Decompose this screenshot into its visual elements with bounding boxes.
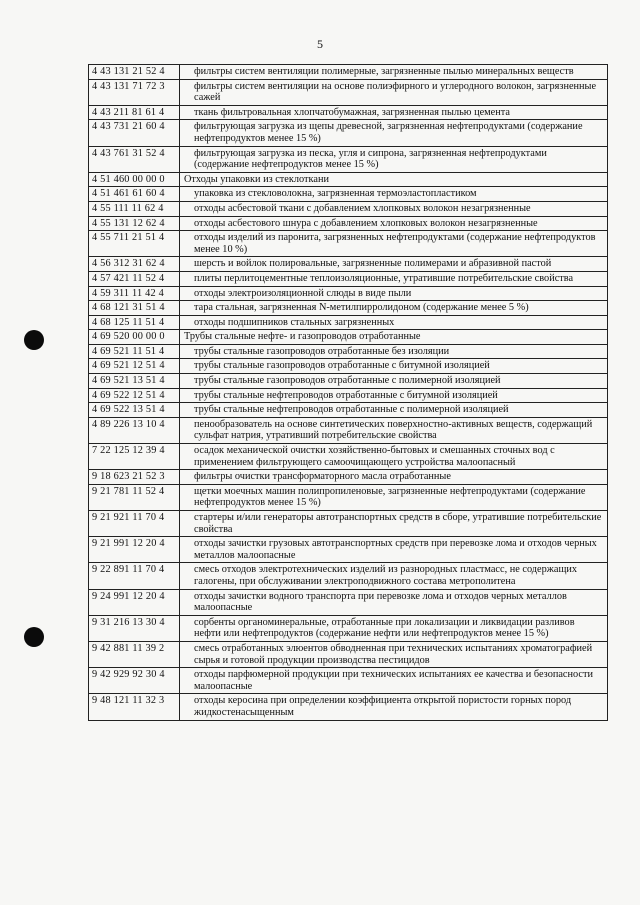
table-row [89,668,608,694]
waste-code-cell: 4 69 521 12 51 4 [89,359,180,374]
binder-hole [24,330,44,350]
waste-name-cell: отходы асбестового шнура с добавлением хлопковых волокон незагрязненные [180,216,608,231]
waste-name-cell: отходы парфюмерной продукции при технических испытаниях ее качества и безопасности малоопасные [180,668,608,694]
table-row [89,120,608,146]
table-row [89,216,608,231]
table-group-row [89,330,608,345]
waste-name-cell: Отходы упаковки из стеклоткани [180,172,608,187]
waste-code-cell: 9 42 929 92 30 4 [89,668,180,694]
waste-code-cell: 9 42 881 11 39 2 [89,641,180,667]
waste-code-cell: 4 55 111 11 62 4 [89,201,180,216]
waste-code-cell: 4 43 131 21 52 4 [89,65,180,80]
table-row [89,301,608,316]
waste-name-cell: отходы зачистки водного транспорта при перевозке лома и отходов черных металлов малоопасные [180,589,608,615]
waste-name-cell: отходы зачистки грузовых автотранспортных средств при перевозке лома и отходов черных металлов малоопасные [180,537,608,563]
waste-name-cell: отходы керосина при определении коэффициента открытой пористости горных пород жидкостенасыщенным [180,694,608,720]
table-row [89,201,608,216]
table-row [89,641,608,667]
waste-code-cell: 4 89 226 13 10 4 [89,417,180,443]
waste-name-cell: фильтрующая загрузка из песка, угля и сипрона, загрязненная нефтепродуктами (содержание нефтепродуктов менее 15 %) [180,146,608,172]
waste-name-cell: трубы стальные газопроводов отработанные с полимерной изоляцией [180,374,608,389]
waste-name-cell: ткань фильтровальная хлопчатобумажная, загрязненная пылью цемента [180,105,608,120]
table-row [89,470,608,485]
waste-name-cell: отходы изделий из паронита, загрязненных нефтепродуктами (содержание нефтепродуктов менее 10 %) [180,231,608,257]
waste-name-cell: упаковка из стекловолокна, загрязненная термоэластопластиком [180,187,608,202]
table-row [89,257,608,272]
waste-code-cell: 9 48 121 11 32 3 [89,694,180,720]
waste-name-cell: шерсть и войлок полировальные, загрязненные полимерами и абразивной пастой [180,257,608,272]
waste-code-cell: 7 22 125 12 39 4 [89,444,180,470]
waste-code-cell: 4 69 522 13 51 4 [89,403,180,418]
waste-name-cell: стартеры и/или генераторы автотранспортных средств в сборе, утратившие потребительские свойства [180,511,608,537]
waste-code-cell: 4 68 125 11 51 4 [89,315,180,330]
waste-code-cell: 4 69 521 11 51 4 [89,344,180,359]
waste-code-cell: 4 69 521 13 51 4 [89,374,180,389]
waste-code-cell: 4 51 460 00 00 0 [89,172,180,187]
waste-name-cell: щетки моечных машин полипропиленовые, загрязненные нефтепродуктами (содержание нефтепродуктов менее 15 %) [180,484,608,510]
table-row [89,374,608,389]
table-row [89,511,608,537]
table-row [89,79,608,105]
waste-code-cell: 4 55 131 12 62 4 [89,216,180,231]
waste-code-cell: 4 51 461 61 60 4 [89,187,180,202]
table-row [89,388,608,403]
waste-name-cell: фильтры систем вентиляции полимерные, загрязненные пылью минеральных веществ [180,65,608,80]
table-row [89,231,608,257]
waste-name-cell: фильтры очистки трансформаторного масла отработанные [180,470,608,485]
table-row [89,344,608,359]
table-row [89,286,608,301]
table-row [89,271,608,286]
table-row [89,563,608,589]
waste-code-cell: 9 18 623 21 52 3 [89,470,180,485]
table-row [89,589,608,615]
waste-code-cell: 4 43 131 71 72 3 [89,79,180,105]
waste-code-cell: 4 68 121 31 51 4 [89,301,180,316]
waste-name-cell: Трубы стальные нефте- и газопроводов отработанные [180,330,608,345]
waste-code-cell: 9 24 991 12 20 4 [89,589,180,615]
table-group-row [89,172,608,187]
waste-name-cell: отходы электроизоляционной слюды в виде пыли [180,286,608,301]
waste-name-cell: фильтрующая загрузка из щепы древесной, загрязненная нефтепродуктами (содержание нефтепродуктов менее 15 %) [180,120,608,146]
waste-code-cell: 9 21 781 11 52 4 [89,484,180,510]
waste-name-cell: смесь отходов электротехнических изделий из разнородных пластмасс, не содержащих галогены, при обслуживании электроподвижного состава метрополитена [180,563,608,589]
table-row [89,484,608,510]
table-row [89,417,608,443]
waste-classifier-table [88,64,608,721]
waste-code-cell: 4 56 312 31 62 4 [89,257,180,272]
table-row [89,403,608,418]
waste-name-cell: плиты перлитоцементные теплоизоляционные, утратившие потребительские свойства [180,271,608,286]
table-row [89,444,608,470]
waste-code-cell: 4 43 761 31 52 4 [89,146,180,172]
waste-code-cell: 4 69 522 12 51 4 [89,388,180,403]
table-row [89,187,608,202]
table-row [89,694,608,720]
waste-name-cell: осадок механической очистки хозяйственно-бытовых и смешанных сточных вод с применением фильтрующего самоочищающего устройства малоопасный [180,444,608,470]
waste-code-cell: 4 43 211 81 61 4 [89,105,180,120]
waste-name-cell: трубы стальные нефтепроводов отработанные с битумной изоляцией [180,388,608,403]
table-row [89,105,608,120]
table-row [89,315,608,330]
waste-name-cell: отходы асбестовой ткани с добавлением хлопковых волокон незагрязненные [180,201,608,216]
waste-name-cell: сорбенты органоминеральные, отработанные при локализации и ликвидации разливов нефти или нефтепродуктов (содержание нефти или нефтепродуктов менее 15 %) [180,615,608,641]
waste-name-cell: трубы стальные нефтепроводов отработанные с полимерной изоляцией [180,403,608,418]
table-row [89,146,608,172]
waste-code-cell: 9 21 991 12 20 4 [89,537,180,563]
table-row [89,65,608,80]
waste-code-cell: 4 59 311 11 42 4 [89,286,180,301]
waste-name-cell: трубы стальные газопроводов отработанные с битумной изоляцией [180,359,608,374]
table-row [89,537,608,563]
table-row [89,359,608,374]
waste-code-cell: 4 57 421 11 52 4 [89,271,180,286]
waste-name-cell: пенообразователь на основе синтетических поверхностно-активных веществ, содержащий сульфат натрия, утративший потребительские свойства [180,417,608,443]
binder-hole [24,627,44,647]
waste-name-cell: смесь отработанных элюентов обводненная при технических испытаниях хроматографией сырья и готовой продукции производства пестицидов [180,641,608,667]
waste-code-cell: 9 21 921 11 70 4 [89,511,180,537]
table-row [89,615,608,641]
page-number: 5 [317,37,323,51]
waste-code-cell: 4 55 711 21 51 4 [89,231,180,257]
waste-code-cell: 4 69 520 00 00 0 [89,330,180,345]
waste-name-cell: трубы стальные газопроводов отработанные без изоляции [180,344,608,359]
waste-code-cell: 9 22 891 11 70 4 [89,563,180,589]
waste-name-cell: тара стальная, загрязненная N-метилпирролидоном (содержание менее 5 %) [180,301,608,316]
waste-name-cell: фильтры систем вентиляции на основе полиэфирного и углеродного волокон, загрязненные сажей [180,79,608,105]
waste-code-cell: 9 31 216 13 30 4 [89,615,180,641]
waste-name-cell: отходы подшипников стальных загрязненных [180,315,608,330]
waste-code-cell: 4 43 731 21 60 4 [89,120,180,146]
